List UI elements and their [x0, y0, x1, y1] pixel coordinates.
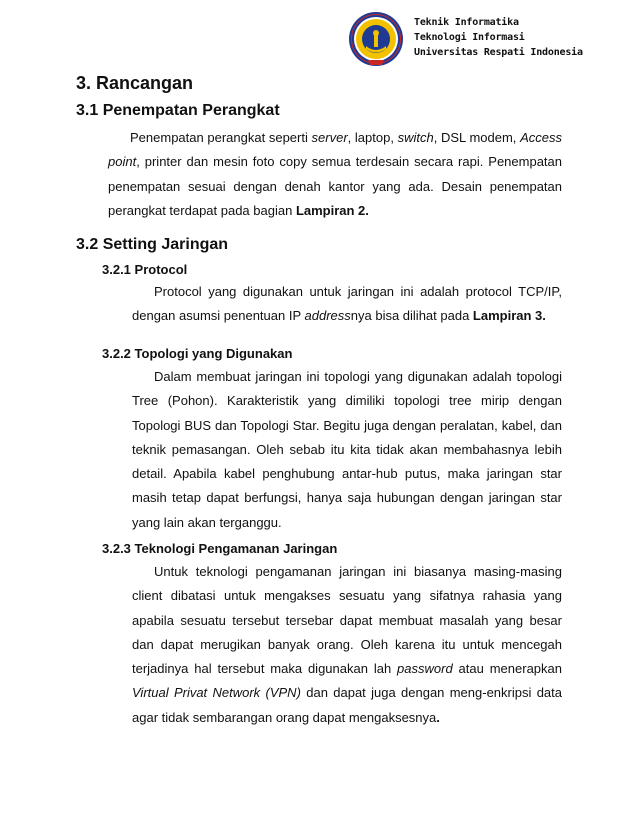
- text-run-italic: server: [311, 130, 348, 145]
- header-line-faculty: Teknologi Informasi: [414, 32, 525, 43]
- university-logo: [346, 10, 406, 68]
- institution-info: [414, 15, 583, 60]
- text-run: , DSL modem,: [433, 130, 521, 145]
- text-run: Untuk teknologi pengamanan jaringan ini biasanya masing-masing client dibatasi untuk mengakses sesuatu yang sifatnya rahasia yang apabila sesuatu tersebut tersebar dapat membuat masalah yang besar dan dapat merugikan banyak orang. Oleh karena itu untuk mencegah terjadinya hal tersebut maka digunakan lah: [132, 564, 562, 677]
- text-run: Protocol yang digunakan untuk jaringan ini adalah protocol TCP/IP, dengan asumsi penentuan IP: [132, 284, 562, 324]
- section-3-heading: 3. Rancangan: [76, 73, 194, 93]
- header-line-program: Teknik Informatika: [414, 17, 519, 28]
- section-3-2-3-paragraph: [132, 560, 562, 730]
- header-line-university: Universitas Respati Indonesia: [414, 47, 583, 58]
- section-3-2-1-heading: 3.2.1 Protocol: [102, 262, 188, 277]
- text-run-italic: Access point: [108, 130, 562, 170]
- section-3-2-2-heading: 3.2.2 Topologi yang Digunakan: [102, 346, 293, 361]
- section-3-2-1-paragraph: [132, 280, 562, 329]
- text-run: dan dapat juga dengan meng-enkripsi data agar tidak sembarangan orang dapat mengaksesnya: [132, 685, 563, 725]
- page-header: [346, 10, 626, 68]
- text-run-italic: password: [397, 661, 453, 677]
- section-3-1-paragraph: [108, 126, 562, 223]
- section-3-2-heading: 3.2 Setting Jaringan: [76, 236, 229, 253]
- text-run: , printer dan mesin foto copy semua terdesain secara rapi. Penempatan penempatan sesuai dengan denah kantor yang ada. Desain penempatan perangkat terdapat pada bagian: [108, 154, 562, 218]
- text-run-italic: address: [304, 308, 351, 324]
- text-run: nya bisa dilihat pada: [350, 308, 473, 324]
- text-run-bold: Lampiran 2.: [295, 202, 369, 218]
- text-run: Penempatan perangkat seperti: [130, 130, 312, 145]
- text-run: , laptop,: [347, 130, 398, 145]
- text-run: Dalam membuat jaringan ini topologi yang digunakan adalah topologi Tree (Pohon). Karakteristik yang dimiliki topologi tree mirip dengan Topologi BUS dan Topologi Star. Begitu juga dengan peralatan, kabel, dan teknik pemasangan. Oleh sebab itu kita tidak akan membahasnya lebih detail. Apabila kabel penghubung antar-hub putus, maka jaringan star masih tetap dapat berfungsi, hanya saja hubungan dengan jaringan star yang lain akan terganggu.: [132, 369, 562, 530]
- text-run-bold: Lampiran 3.: [472, 308, 546, 324]
- text-run-italic: Virtual Privat Network (VPN): [132, 685, 301, 701]
- text-run: atau menerapkan: [452, 661, 562, 677]
- section-3-2-2-paragraph: [132, 365, 562, 535]
- text-run-bold: .: [436, 709, 440, 725]
- text-run-italic: switch: [397, 130, 434, 145]
- section-3-1-heading: 3.1 Penempatan Perangkat: [76, 102, 280, 119]
- section-3-2-3-heading: 3.2.3 Teknologi Pengamanan Jaringan: [102, 541, 338, 556]
